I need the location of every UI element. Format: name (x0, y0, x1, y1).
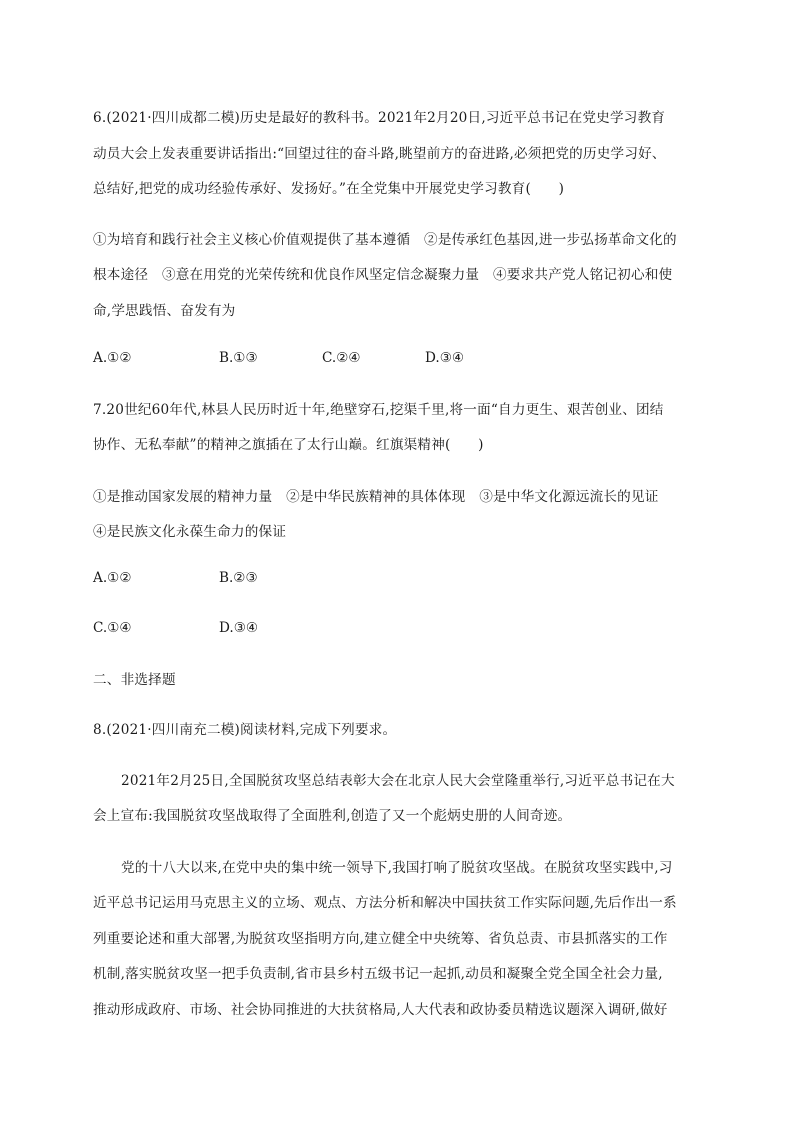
q6-statement-line-1: ①为培育和践行社会主义核心价值观提供了基本遵循 ②是传承红色基因,进一步弘扬革命文化的 (93, 232, 677, 248)
q7-stem-line-2: 协作、无私奉献”的精神之旗插在了太行山巅。红旗渠精神( ) (93, 437, 484, 453)
q8-para2-line-1: 党的十八大以来,在党中央的集中统一领导下,我国打响了脱贫攻坚战。在脱贫攻坚实践中,习 (121, 860, 673, 876)
q6-option-c[interactable]: C.②④ (322, 350, 361, 366)
q6-stem-line-3: 总结好,把党的成功经验传承好、发扬好。”在全党集中开展党史学习教育( ) (93, 181, 565, 197)
q6-statement-line-2: 根本途径 ③意在用党的光荣传统和优良作风坚定信念凝聚力量 ④要求共产党人铭记初心和使 (93, 267, 673, 283)
section-title: 二、非选择题 (93, 672, 176, 688)
q8-para1-line-1: 2021年2月25日,全国脱贫攻坚总结表彰大会在北京人民大会堂隆重举行,习近平总书记在大 (121, 773, 675, 789)
q8-para2-line-4: 机制,落实脱贫攻坚一把手负责制,省市县乡村五级书记一起抓,动员和凝聚全党全国全社会力量, (93, 966, 663, 982)
q7-option-b[interactable]: B.②③ (219, 570, 258, 586)
q7-option-d[interactable]: D.③④ (219, 620, 259, 636)
q7-option-a[interactable]: A.①② (93, 570, 132, 586)
q8-para2-line-3: 列重要论述和重大部署,为脱贫攻坚指明方向,建立健全中央统筹、省负总责、市县抓落实的工作 (93, 931, 668, 947)
q6-statement-line-3: 命,学思践悟、奋发有为 (93, 303, 236, 319)
q6-option-a[interactable]: A.①② (93, 350, 132, 366)
q7-stem-line-1: 7.20世纪60年代,林县人民历时近十年,绝壁穿石,挖渠千里,将一面“自力更生、艰苦创业、团结 (93, 402, 664, 418)
q7-option-c[interactable]: C.①④ (93, 620, 132, 636)
q8-para2-line-2: 近平总书记运用马克思主义的立场、观点、方法分析和解决中国扶贫工作实际问题,先后作出一系 (93, 895, 677, 911)
q8-heading: 8.(2021·四川南充二模)阅读材料,完成下列要求。 (93, 722, 397, 738)
q7-statement-line-1: ①是推动国家发展的精神力量 ②是中华民族精神的具体体现 ③是中华文化源远流长的见证 (93, 489, 659, 505)
q8-para1-line-2: 会上宣布:我国脱贫攻坚战取得了全面胜利,创造了又一个彪炳史册的人间奇迹。 (93, 808, 572, 824)
q6-option-d[interactable]: D.③④ (425, 350, 465, 366)
q6-stem-line-1: 6.(2021·四川成都二模)历史是最好的教科书。2021年2月20日,习近平总书记在党史学习教育 (93, 110, 666, 126)
q6-option-b[interactable]: B.①③ (219, 350, 258, 366)
q6-stem-line-2: 动员大会上发表重要讲话指出:“回望过往的奋斗路,眺望前方的奋进路,必须把党的历史学习好、 (93, 146, 666, 162)
q7-statement-line-2: ④是民族文化永葆生命力的保证 (93, 524, 287, 540)
q8-para2-line-5: 推动形成政府、市场、社会协同推进的大扶贫格局,人大代表和政协委员精选议题深入调研,做好 (93, 1002, 668, 1018)
